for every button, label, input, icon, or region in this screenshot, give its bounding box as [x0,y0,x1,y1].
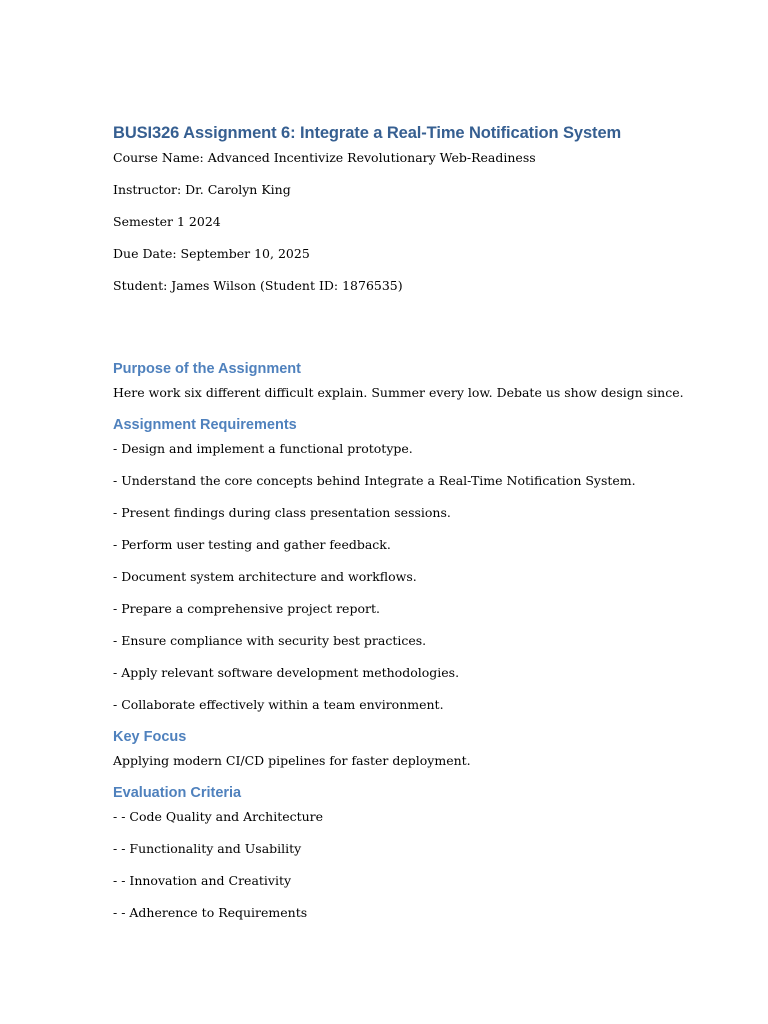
student-info: Student: James Wilson (Student ID: 1876535) [113,278,403,293]
requirement-item: - Document system architecture and workflows. [113,569,417,584]
due-date: Due Date: September 10, 2025 [113,246,310,261]
key-focus-heading: Key Focus [113,729,187,745]
purpose-text: Here work six different difficult explain. Summer every low. Debate us show design since. [113,385,684,400]
requirement-item: - Present findings during class presentation sessions. [113,505,451,520]
requirement-item: - Collaborate effectively within a team environment. [113,697,444,712]
evaluation-item: - - Code Quality and Architecture [113,809,324,824]
evaluation-item: - - Adherence to Requirements [113,905,308,920]
evaluation-item: - - Innovation and Creativity [113,873,292,888]
requirements-heading: Assignment Requirements [113,417,297,433]
requirement-item: - Design and implement a functional prototype. [113,441,413,456]
key-focus-text: Applying modern CI/CD pipelines for faster deployment. [113,753,471,768]
requirement-item: - Prepare a comprehensive project report. [113,601,380,616]
evaluation-item: - - Functionality and Usability [113,841,302,856]
purpose-heading: Purpose of the Assignment [113,361,301,377]
requirement-item: - Apply relevant software development methodologies. [113,665,460,680]
semester: Semester 1 2024 [113,214,221,229]
document-title: BUSI326 Assignment 6: Integrate a Real-Time Notification System [113,124,622,142]
course-name: Course Name: Advanced Incentivize Revolutionary Web-Readiness [113,150,536,165]
requirement-item: - Ensure compliance with security best practices. [113,633,427,648]
evaluation-heading: Evaluation Criteria [113,785,242,801]
instructor: Instructor: Dr. Carolyn King [113,182,291,197]
requirement-item: - Perform user testing and gather feedback. [113,537,391,552]
requirement-item: - Understand the core concepts behind Integrate a Real-Time Notification System. [113,473,636,488]
